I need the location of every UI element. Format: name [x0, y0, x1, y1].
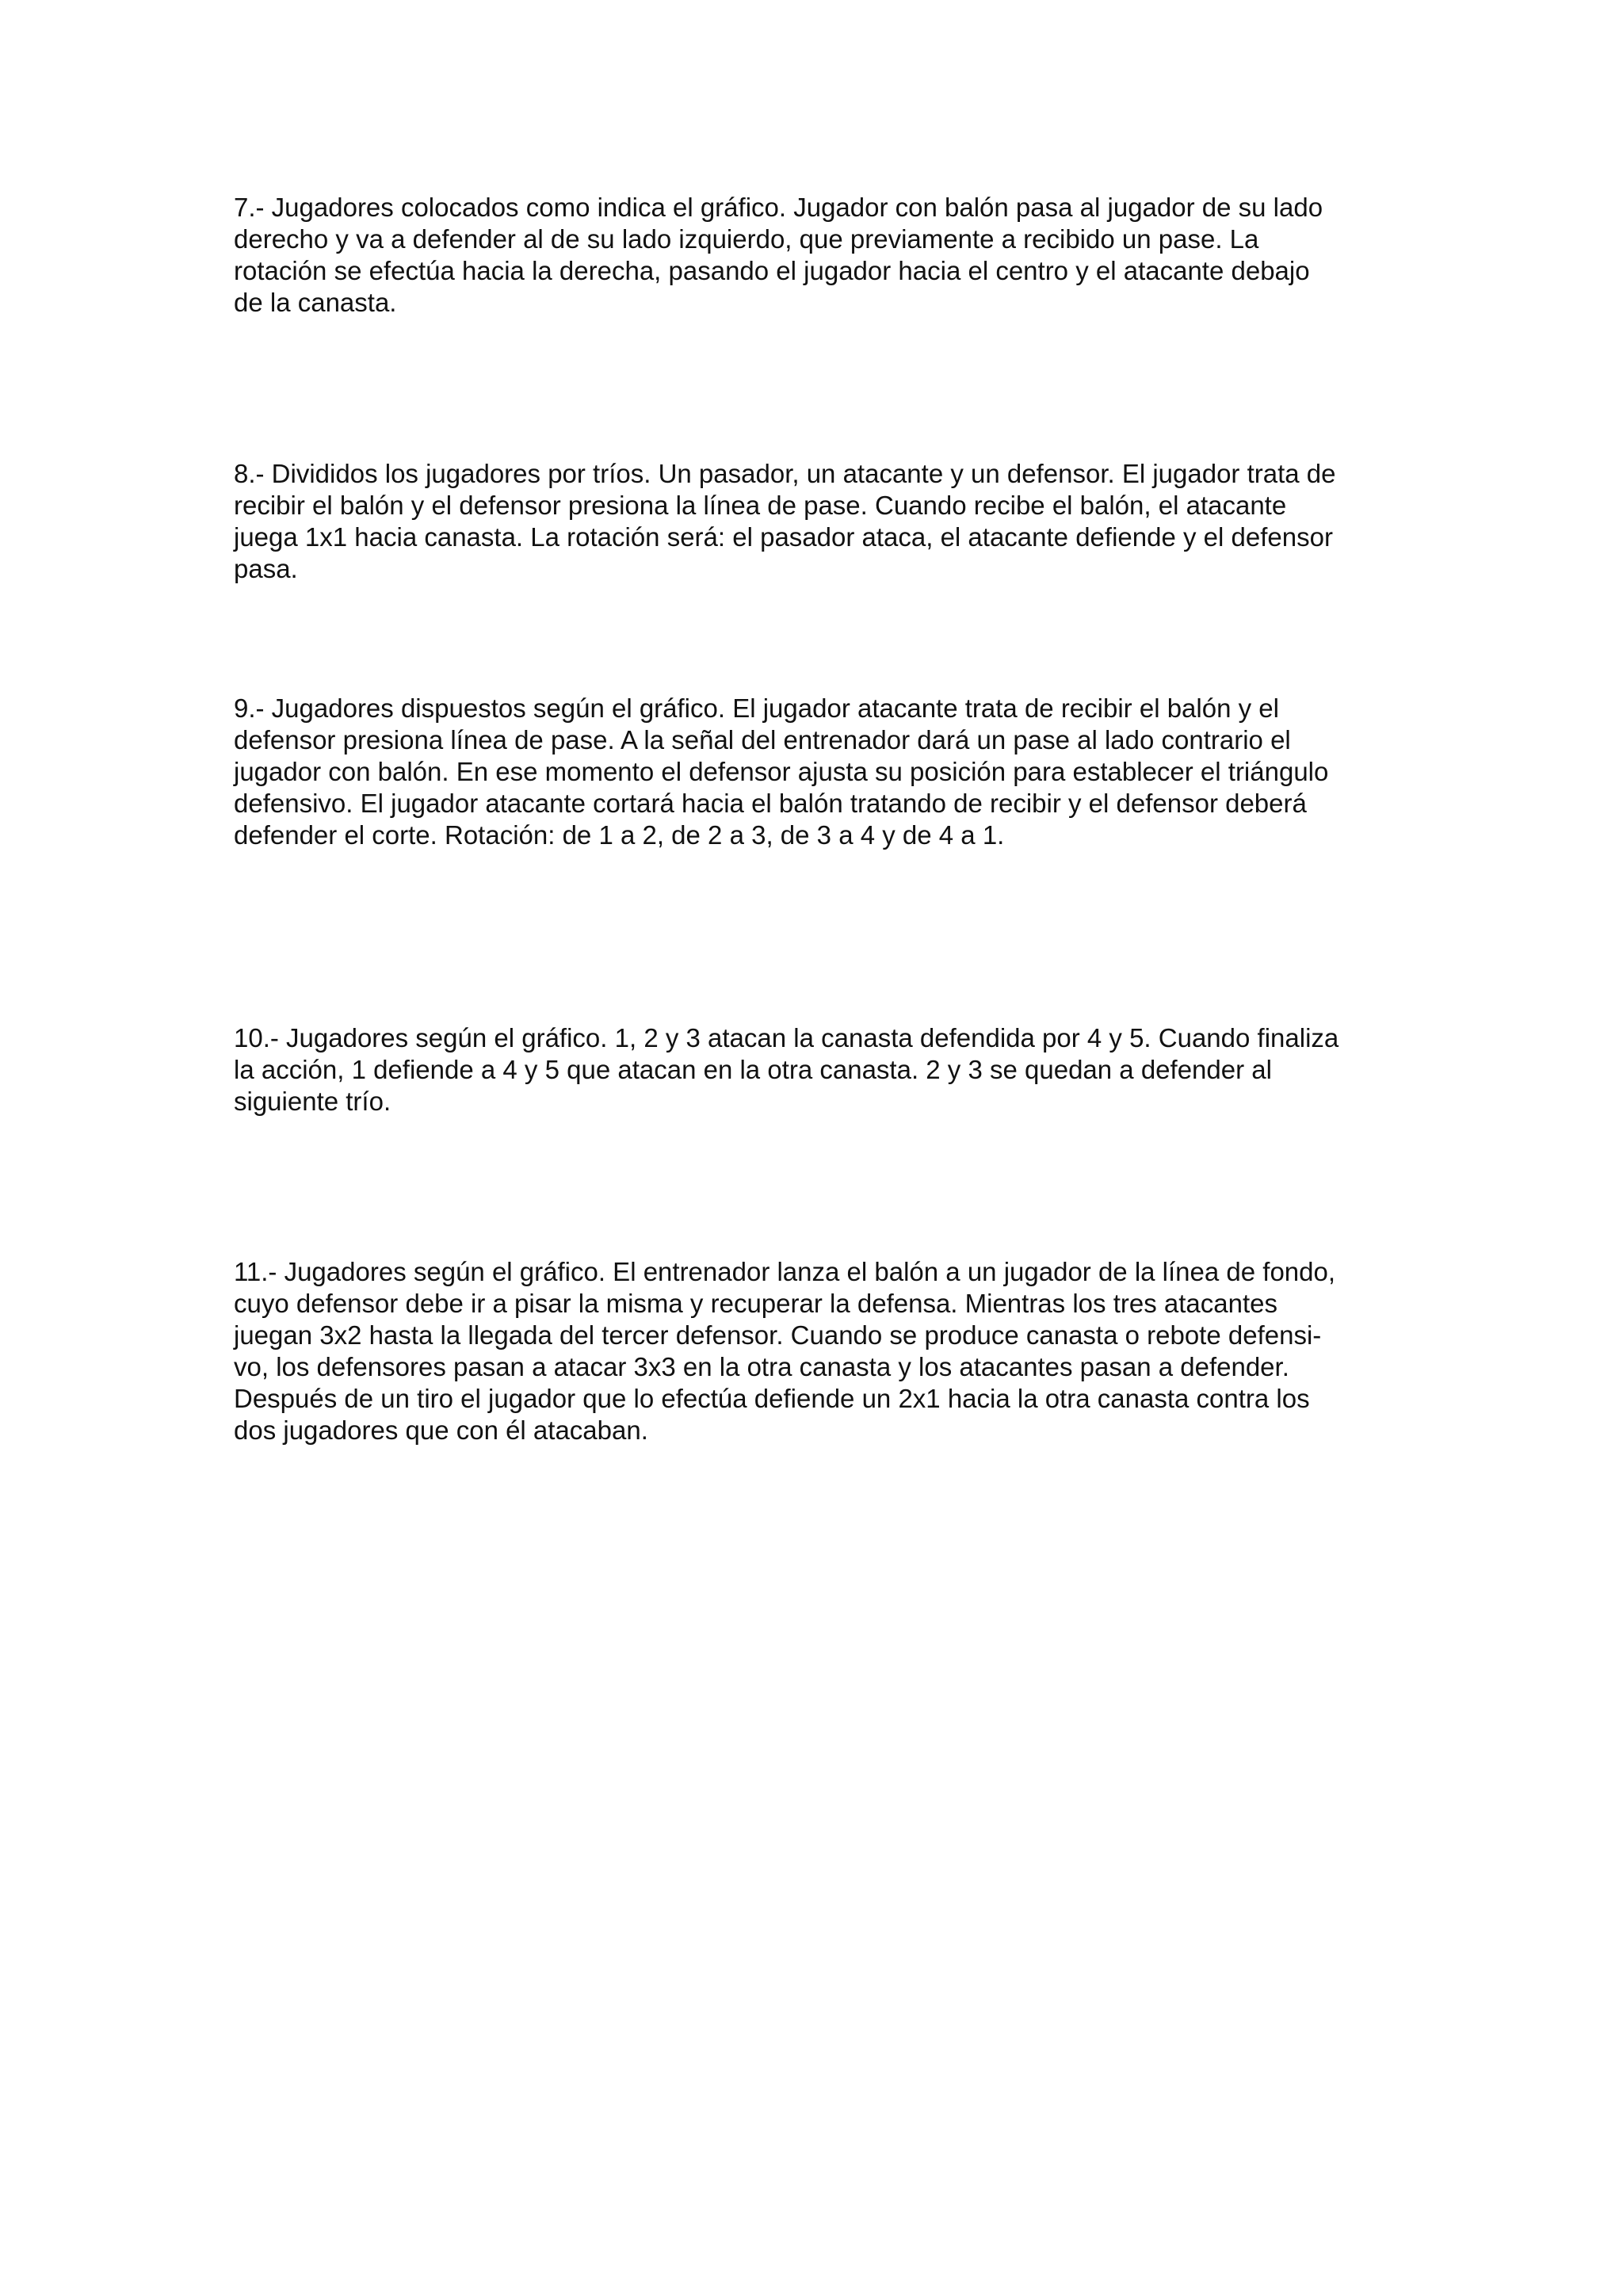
text-line: defensor presiona línea de pase. A la señal del entrenador dará un pase al lado contrario el: [234, 725, 1291, 755]
text-line: siguiente trío.: [234, 1087, 391, 1116]
exercise-9-paragraph: [234, 693, 1407, 851]
text-line: dos jugadores que con él atacaban.: [234, 1415, 648, 1445]
text-line: 8.- Divididos los jugadores por tríos. Un pasador, un atacante y un defensor. El jugador trata de: [234, 459, 1336, 488]
text-line: de la canasta.: [234, 288, 397, 317]
text-line: derecho y va a defender al de su lado izquierdo, que previamente a recibido un pase. La: [234, 224, 1259, 254]
text-line: 11.- Jugadores según el gráfico. El entrenador lanza el balón a un jugador de la línea de fondo,: [234, 1257, 1336, 1286]
text-line: defender el corte. Rotación: de 1 a 2, de 2 a 3, de 3 a 4 y de 4 a 1.: [234, 820, 1005, 850]
text-line: vo, los defensores pasan a atacar 3x3 en la otra canasta y los atacantes pasan a defender.: [234, 1352, 1289, 1381]
text-line: rotación se efectúa hacia la derecha, pasando el jugador hacia el centro y el atacante debajo: [234, 256, 1310, 285]
exercise-7-paragraph: [234, 192, 1407, 319]
text-line: 9.- Jugadores dispuestos según el gráfico. El jugador atacante trata de recibir el balón y el: [234, 693, 1279, 723]
text-line: juega 1x1 hacia canasta. La rotación será: el pasador ataca, el atacante defiende y el defensor: [234, 522, 1333, 552]
text-line: juegan 3x2 hasta la llegada del tercer defensor. Cuando se produce canasta o rebote defensi-: [234, 1320, 1322, 1350]
exercise-8-paragraph: [234, 458, 1407, 585]
text-line: Después de un tiro el jugador que lo efectúa defiende un 2x1 hacia la otra canasta contra los: [234, 1384, 1310, 1413]
text-line: recibir el balón y el defensor presiona la línea de pase. Cuando recibe el balón, el atacante: [234, 491, 1287, 520]
text-line: defensivo. El jugador atacante cortará hacia el balón tratando de recibir y el defensor deberá: [234, 789, 1307, 818]
text-line: pasa.: [234, 554, 298, 583]
exercise-11-paragraph: [234, 1256, 1407, 1446]
text-line: jugador con balón. En ese momento el defensor ajusta su posición para establecer el triángulo: [234, 757, 1329, 786]
exercise-10-paragraph: [234, 1022, 1407, 1117]
text-line: 7.- Jugadores colocados como indica el gráfico. Jugador con balón pasa al jugador de su lado: [234, 193, 1323, 222]
text-line: cuyo defensor debe ir a pisar la misma y recuperar la defensa. Mientras los tres atacantes: [234, 1289, 1277, 1318]
text-line: 10.- Jugadores según el gráfico. 1, 2 y 3 atacan la canasta defendida por 4 y 5. Cuando finaliza: [234, 1023, 1339, 1052]
text-line: la acción, 1 defiende a 4 y 5 que atacan en la otra canasta. 2 y 3 se quedan a defender al: [234, 1055, 1272, 1084]
